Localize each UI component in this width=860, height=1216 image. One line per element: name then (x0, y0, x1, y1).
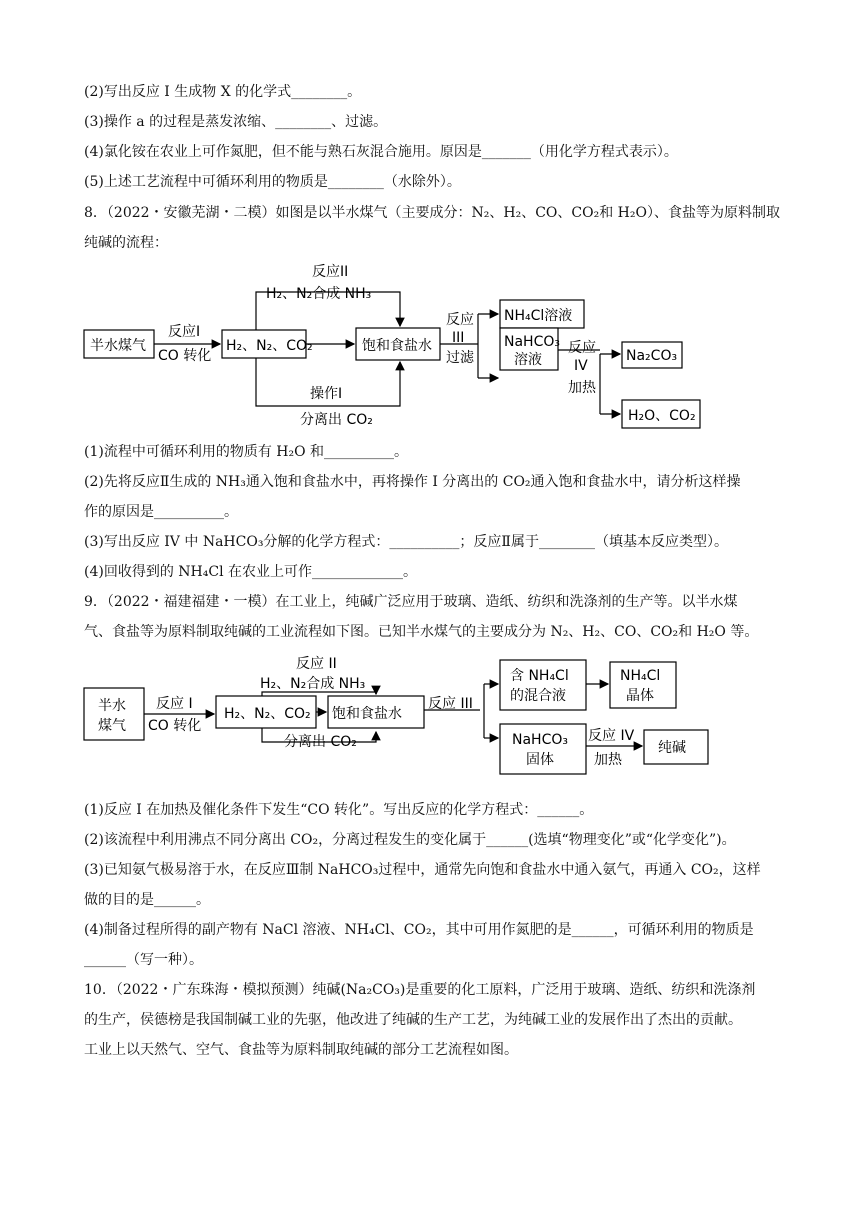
q9-flow-diagram (80, 652, 720, 782)
q9-label-r1: 反应 I (156, 696, 193, 712)
q9-label-mix-b: 的混合液 (510, 688, 566, 704)
q8-label-op1-sub: 分离出 CO₂ (300, 412, 373, 428)
q9-label-cryst-a: NH₄Cl (620, 668, 661, 684)
q9-stem-line1: 9．（2022・福建福建・一模）在工业上，纯碱广泛应用于玻璃、造纸、纺织和洗涤剂的生产等。以半水煤 (84, 594, 738, 610)
q7-part2: (2)写出反应 I 生成物 X 的化学式________。 (84, 84, 362, 100)
q8-label-na2co3: Na₂CO₃ (626, 348, 678, 364)
q9-label-r2: 反应 II (296, 656, 337, 672)
q9-part4-line2: ______（写一种）。 (84, 952, 203, 968)
q9-label-cryst-b: 晶体 (626, 688, 654, 704)
q9-label-product: 纯碱 (658, 740, 686, 756)
q7-part3: (3)操作 a 的过程是蒸发浓缩、________、过滤。 (84, 114, 388, 130)
q8-label-brine: 饱和食盐水 (362, 338, 432, 354)
q8-label-r1: 反应I (168, 324, 201, 340)
q8-part2-line2: 作的原因是__________。 (84, 504, 238, 520)
q8-label-r4-c: 加热 (568, 380, 596, 396)
q8-label-nh4cl: NH₄Cl溶液 (504, 308, 573, 324)
q8-stem-line1: 8．（2022・安徽芜湖・二模）如图是以半水煤气（主要成分：N₂、H₂、CO、CO₂和 H₂O）、食盐等为原料制取 (84, 205, 780, 221)
q10-line2: 的生产，侯德榜是我国制碱工业的先驱，他改进了纯碱的生产工艺，为纯碱工业的发展作出了杰出的贡献。 (84, 1012, 742, 1028)
q8-part3: (3)写出反应 IV 中 NaHCO₃分解的化学方程式：__________；反应Ⅱ属于________（填基本反应类型）。 (84, 534, 728, 550)
q9-label-brine: 饱和食盐水 (332, 706, 402, 722)
q8-label-r4-b: IV (574, 358, 588, 374)
q10-line1: 10．（2022・广东珠海・模拟预测）纯碱(Na₂CO₃)是重要的化工原料，广泛用于玻璃、造纸、纺织和洗涤剂 (84, 982, 756, 998)
q10-line3: 工业上以天然气、空气、食盐等为原料制取纯碱的部分工艺流程如图。 (84, 1042, 518, 1058)
q9-label-r1-sub: CO 转化 (148, 718, 202, 734)
q8-label-h2o-co2: H₂O、CO₂ (628, 408, 696, 424)
q9-stem-line2: 气、食盐等为原料制取纯碱的工业流程如下图。已知半水煤气的主要成分为 N₂、H₂、CO、CO₂和 H₂O 等。 (84, 624, 759, 640)
q9-label-r4-sub: 加热 (594, 752, 622, 768)
q9-part2: (2)该流程中利用沸点不同分离出 CO₂，分离过程发生的变化属于______(选填“物理变化”或“化学变化”)。 (84, 832, 736, 848)
q8-label-op1: 操作I (310, 386, 343, 402)
q8-label-r3-c: 过滤 (446, 350, 474, 366)
q9-part3-line2: 做的目的是______。 (84, 892, 210, 908)
q9-part1: (1)反应 I 在加热及催化条件下发生“CO 转化”。写出反应的化学方程式：______。 (84, 802, 594, 818)
q9-part4-line1: (4)制备过程所得的副产物有 NaCl 溶液、NH₄Cl、CO₂，其中可用作氮肥的是______，可循环利用的物质是 (84, 922, 754, 938)
q8-label-r3-b: III (452, 330, 465, 346)
q8-label-nahco3-a: NaHCO₃ (504, 334, 560, 350)
q8-label-nahco3-b: 溶液 (514, 352, 542, 368)
q9-label-r4: 反应 IV (588, 728, 635, 744)
q8-label-r3-a: 反应 (446, 312, 474, 328)
q8-label-r2: 反应II (312, 264, 349, 280)
q8-label-gases: H₂、N₂、CO₂ (226, 338, 313, 354)
q8-label-feed: 半水煤气 (90, 338, 146, 354)
q9-part3-line1: (3)已知氨气极易溶于水，在反应Ⅲ制 NaHCO₃过程中，通常先向饱和食盐水中通入氨气，再通入 CO₂，这样 (84, 862, 761, 878)
q8-flow-diagram (80, 258, 720, 438)
q9-label-solid-b: 固体 (526, 752, 554, 768)
q8-label-r2-sub: H₂、N₂合成 NH₃ (266, 286, 372, 302)
q9-label-r3: 反应 III (428, 696, 473, 712)
q8-part1: (1)流程中可循环利用的物质有 H₂O 和__________。 (84, 444, 409, 460)
q9-label-feed-a: 半水 (98, 698, 126, 714)
q8-part2-line1: (2)先将反应Ⅱ生成的 NH₃通入饱和食盐水中，再将操作 I 分离出的 CO₂通入饱和食盐水中，请分析这样操 (84, 474, 741, 490)
q9-label-mix-a: 含 NH₄Cl (510, 668, 569, 684)
q9-label-gases: H₂、N₂、CO₂ (224, 706, 311, 722)
q9-label-feed-b: 煤气 (98, 718, 126, 734)
q8-stem-line2: 纯碱的流程： (84, 235, 168, 251)
q9-label-sep: 分离出 CO₂ (284, 734, 357, 750)
q9-label-solid-a: NaHCO₃ (512, 732, 568, 748)
q8-label-r4-a: 反应 (568, 340, 596, 356)
q8-part4: (4)回收得到的 NH₄Cl 在农业上可作_____________。 (84, 564, 417, 580)
q9-label-r2-sub: H₂、N₂合成 NH₃ (260, 676, 366, 692)
q7-part4: (4)氯化铵在农业上可作氮肥，但不能与熟石灰混合施用。原因是_______（用化学方程式表示）。 (84, 144, 678, 160)
q8-label-r1-sub: CO 转化 (158, 348, 212, 364)
q7-part5: (5)上述工艺流程中可循环利用的物质是________（水除外）。 (84, 174, 461, 190)
